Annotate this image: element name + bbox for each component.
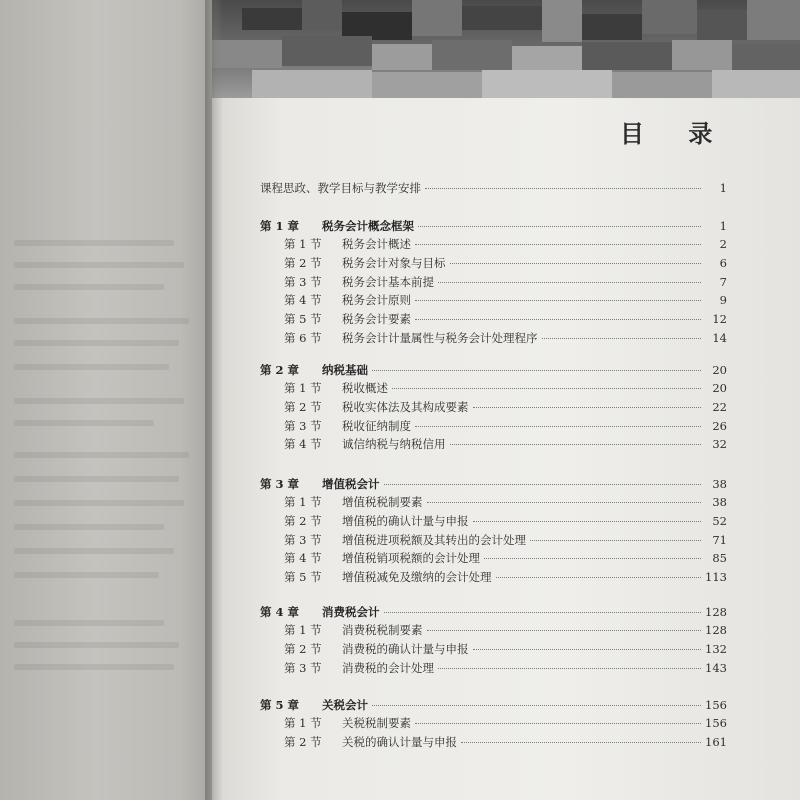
ghost-text-line xyxy=(14,620,164,626)
section-number: 第 4 节 xyxy=(284,293,322,308)
toc-section-entry xyxy=(284,311,727,329)
chapter-number: 第 2 章 xyxy=(260,363,300,377)
toc-chapter-entry xyxy=(260,362,727,380)
toc-page xyxy=(212,0,800,800)
section-number: 第 2 节 xyxy=(284,641,322,656)
page-number: 12 xyxy=(712,312,727,327)
ghost-text-line xyxy=(14,548,174,554)
toc-section-entry xyxy=(284,494,727,512)
section-title: 税务会计要素 xyxy=(342,312,411,327)
page-number: 156 xyxy=(705,716,727,730)
chapter-title: 增值税会计 xyxy=(322,477,380,491)
ghost-text-line xyxy=(14,364,169,370)
section-number: 第 5 节 xyxy=(284,312,322,327)
page-number: 128 xyxy=(705,605,727,619)
toc-section-entry xyxy=(284,418,727,436)
section-number: 第 3 节 xyxy=(284,418,322,433)
chapter-title: 纳税基础 xyxy=(322,363,368,377)
section-title: 税务会计基本前提 xyxy=(342,274,434,289)
toc-section-entry xyxy=(284,513,727,531)
chapter-number: 第 1 章 xyxy=(260,219,300,233)
left-page xyxy=(0,0,212,800)
page-number: 1 xyxy=(719,219,727,233)
toc-chapter-entry xyxy=(260,476,727,494)
toc-section-entry xyxy=(284,715,727,733)
leader-dots xyxy=(438,668,701,669)
page-number: 6 xyxy=(719,255,727,270)
page-number: 52 xyxy=(712,513,727,528)
section-title: 关税税制要素 xyxy=(342,716,411,730)
ghost-text-line xyxy=(14,500,184,506)
page-number: 20 xyxy=(712,381,727,395)
section-title: 消费税的会计处理 xyxy=(342,660,434,675)
page-number: 128 xyxy=(705,623,727,637)
page-number: 14 xyxy=(712,331,727,345)
leader-dots xyxy=(473,649,702,650)
leader-dots xyxy=(415,300,701,301)
leader-dots xyxy=(450,444,702,445)
section-number: 第 1 节 xyxy=(284,495,322,509)
section-number: 第 1 节 xyxy=(284,716,322,730)
section-title: 税务会计对象与目标 xyxy=(342,255,446,270)
page-number: 20 xyxy=(712,363,727,377)
section-number: 第 3 节 xyxy=(284,660,322,675)
section-title: 税务会计原则 xyxy=(342,293,411,308)
toc-section-entry xyxy=(284,641,727,659)
toc-section-entry xyxy=(284,255,727,273)
leader-dots xyxy=(473,521,702,522)
chapter-title: 关税会计 xyxy=(322,698,368,712)
leader-dots xyxy=(372,370,701,371)
leader-dots xyxy=(384,484,702,485)
leader-dots xyxy=(392,388,701,389)
leader-dots xyxy=(425,188,701,189)
page-number: 161 xyxy=(705,734,727,749)
section-number: 第 4 节 xyxy=(284,437,322,452)
leader-dots xyxy=(473,407,702,408)
page-number: 38 xyxy=(712,477,727,491)
toc-section-entry xyxy=(284,622,727,640)
section-number: 第 1 节 xyxy=(284,623,322,637)
toc-section-entry xyxy=(284,436,727,454)
toc-chapter-entry xyxy=(260,697,727,715)
header-decoration xyxy=(212,0,800,98)
toc-section-entry xyxy=(284,380,727,398)
leader-dots xyxy=(415,244,701,245)
section-title: 增值税减免及缴纳的会计处理 xyxy=(342,570,492,585)
page-number: 38 xyxy=(712,495,727,509)
section-title: 税收概述 xyxy=(342,381,388,395)
section-number: 第 6 节 xyxy=(284,331,322,345)
leader-dots xyxy=(496,577,702,578)
page-number: 22 xyxy=(712,399,727,414)
toc-section-entry xyxy=(284,292,727,310)
section-title: 增值税的确认计量与申报 xyxy=(342,513,469,528)
ghost-text-line xyxy=(14,476,179,482)
page-number: 143 xyxy=(705,660,727,675)
leader-dots xyxy=(438,282,701,283)
section-title: 消费税的确认计量与申报 xyxy=(342,641,469,656)
section-title: 增值税销项税额的会计处理 xyxy=(342,551,480,566)
toc-section-entry xyxy=(284,660,727,678)
leader-dots xyxy=(461,742,701,743)
page-number: 1 xyxy=(719,181,727,195)
toc-section-entry xyxy=(284,236,727,254)
chapter-title: 税务会计概念框架 xyxy=(322,219,414,233)
ghost-text-line xyxy=(14,572,159,578)
section-number: 第 5 节 xyxy=(284,570,322,585)
page-number: 71 xyxy=(712,532,727,547)
section-title: 税务会计计量属性与税务会计处理程序 xyxy=(342,331,538,345)
toc-section-entry xyxy=(284,399,727,417)
page-number: 85 xyxy=(712,551,727,566)
chapter-number: 第 3 章 xyxy=(260,477,300,491)
toc-intro-entry xyxy=(260,180,727,198)
ghost-text-line xyxy=(14,420,154,426)
toc-section-entry xyxy=(284,532,727,550)
leader-dots xyxy=(415,723,701,724)
leader-dots xyxy=(427,502,702,503)
ghost-text-line xyxy=(14,452,189,458)
leader-dots xyxy=(415,426,701,427)
ghost-text-line xyxy=(14,398,184,404)
section-number: 第 4 节 xyxy=(284,551,322,566)
ghost-text-line xyxy=(14,642,179,648)
section-number: 第 2 节 xyxy=(284,513,322,528)
leader-dots xyxy=(427,630,702,631)
leader-dots xyxy=(384,612,702,613)
page-number: 32 xyxy=(712,437,727,452)
leader-dots xyxy=(530,540,701,541)
leader-dots xyxy=(542,338,702,339)
toc-section-entry xyxy=(284,330,727,348)
section-title: 税收实体法及其构成要素 xyxy=(342,399,469,414)
page-number: 9 xyxy=(719,293,727,308)
section-number: 第 2 节 xyxy=(284,399,322,414)
ghost-text-line xyxy=(14,262,184,268)
ghost-text-line xyxy=(14,318,189,324)
page-number: 7 xyxy=(719,274,727,289)
leader-dots xyxy=(418,226,701,227)
section-number: 第 1 节 xyxy=(284,237,322,251)
toc-title: 目 录 xyxy=(620,119,731,148)
ghost-text-line xyxy=(14,664,174,670)
leader-dots xyxy=(415,319,701,320)
leader-dots xyxy=(450,263,702,264)
toc-chapter-entry xyxy=(260,604,727,622)
section-number: 第 3 节 xyxy=(284,532,322,547)
ghost-text-line xyxy=(14,284,164,290)
section-number: 第 3 节 xyxy=(284,274,322,289)
section-title: 税务会计概述 xyxy=(342,237,411,251)
toc-section-entry xyxy=(284,734,727,752)
section-title: 消费税税制要素 xyxy=(342,623,423,637)
page-number: 132 xyxy=(705,641,727,656)
book-spine-shadow xyxy=(205,0,223,800)
section-title: 关税的确认计量与申报 xyxy=(342,734,457,749)
page-number: 26 xyxy=(712,418,727,433)
section-title: 税收征纳制度 xyxy=(342,418,411,433)
leader-dots xyxy=(484,558,701,559)
leader-dots xyxy=(372,705,701,706)
chapter-number: 第 5 章 xyxy=(260,698,300,712)
intro-title: 课程思政、教学目标与教学安排 xyxy=(260,181,421,195)
ghost-text-line xyxy=(14,524,164,530)
toc-section-entry xyxy=(284,569,727,587)
toc-section-entry xyxy=(284,274,727,292)
section-title: 诚信纳税与纳税信用 xyxy=(342,437,446,452)
section-title: 增值税税制要素 xyxy=(342,495,423,509)
section-number: 第 2 节 xyxy=(284,255,322,270)
section-number: 第 2 节 xyxy=(284,734,322,749)
page-number: 113 xyxy=(705,570,727,585)
ghost-text-line xyxy=(14,240,174,246)
section-title: 增值税进项税额及其转出的会计处理 xyxy=(342,532,526,547)
chapter-number: 第 4 章 xyxy=(260,605,300,619)
page-number: 2 xyxy=(719,237,727,251)
section-number: 第 1 节 xyxy=(284,381,322,395)
toc-chapter-entry xyxy=(260,218,727,236)
ghost-text-line xyxy=(14,340,179,346)
page-number: 156 xyxy=(705,698,727,712)
chapter-title: 消费税会计 xyxy=(322,605,380,619)
toc-section-entry xyxy=(284,550,727,568)
